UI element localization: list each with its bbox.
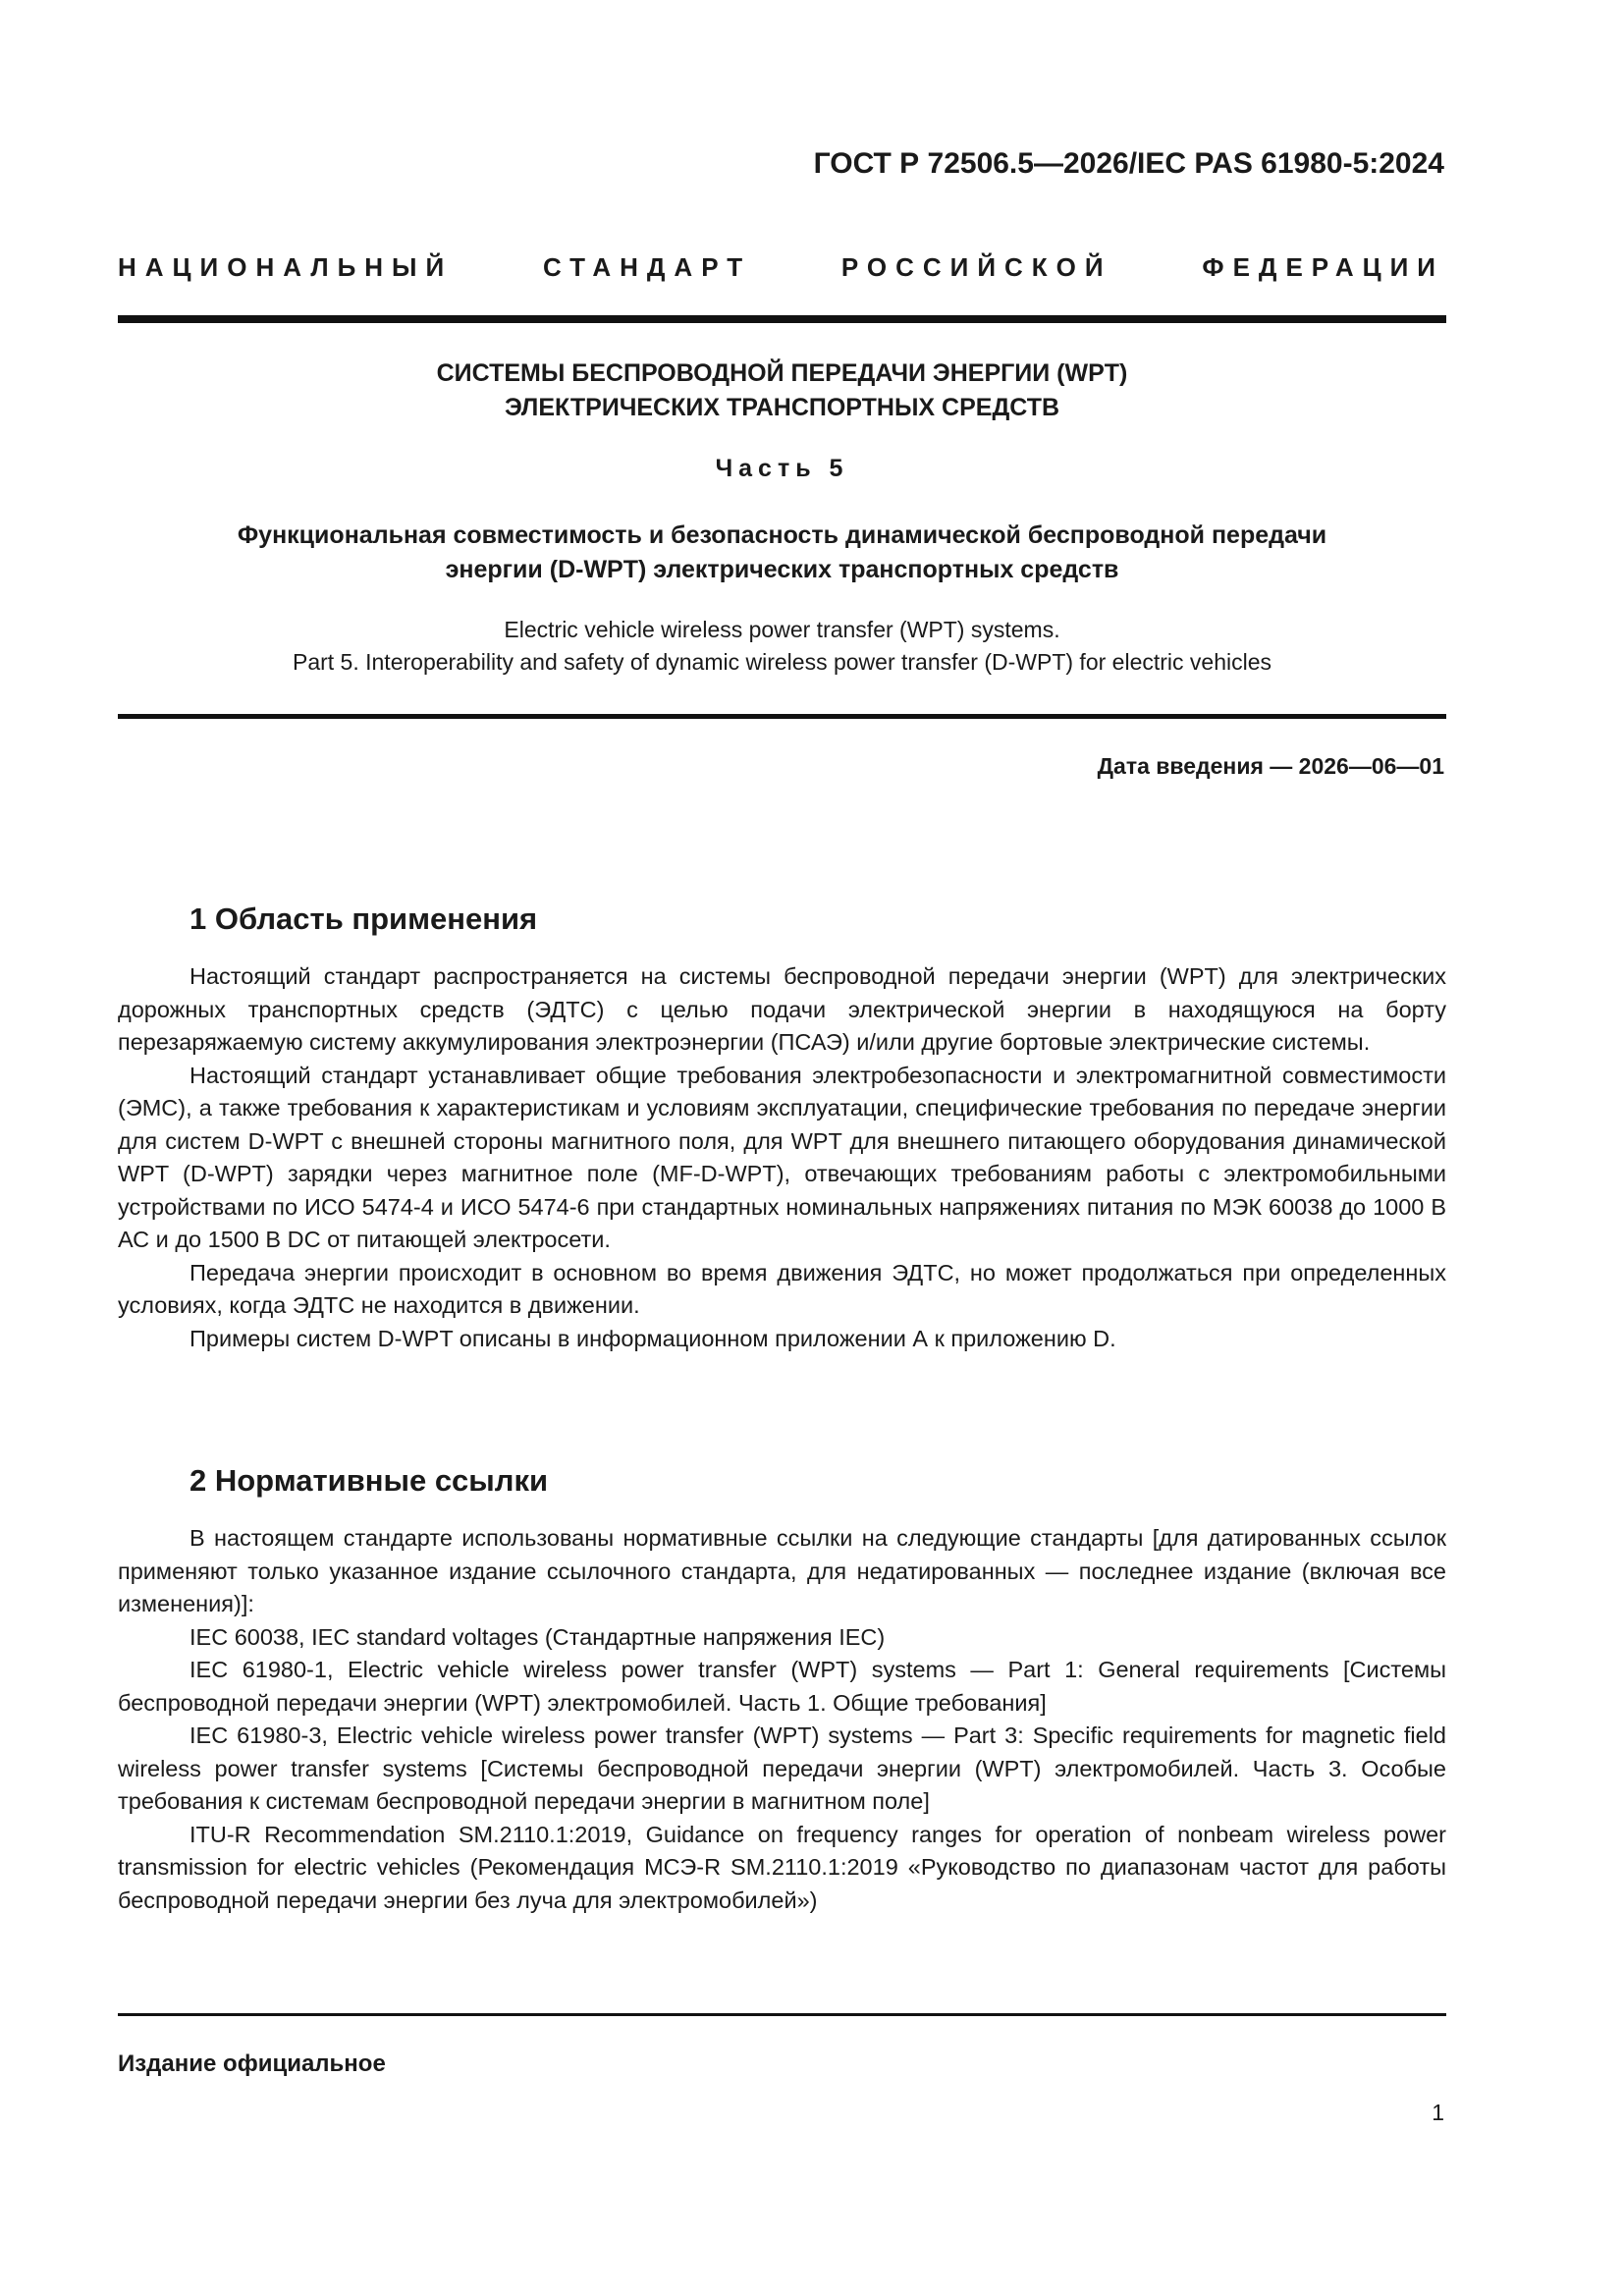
section1-body — [118, 960, 1446, 1355]
section2-heading: 2 Нормативные ссылки — [189, 1463, 549, 1498]
standard-number: ГОСТ Р 72506.5—2026/IEC PAS 61980-5:2024 — [813, 147, 1444, 180]
title-en-line2: Part 5. Interoperability and safety of dynamic wireless power transfer (D-WPT) for electric vehicles — [292, 649, 1272, 675]
title-en — [118, 614, 1446, 679]
section1-paragraph: Настоящий стандарт устанавливает общие требования электробезопасности и электромагнитной совместимости (ЭМС), а также требования к характеристикам и условиям эксплуатации, специфические требования по передаче энергии для систем D-WPT с внешней стороны магнитного поля, для WPT для внешнего питающего оборудования динамической WPT (D-WPT) зарядки через магнитное поле (MF-D-WPT), отвечающих требованиям работы с электромобильными устройствами по ИСО 5474-4 и ИСО 5474-6 при стандартных номинальных напряжениях питания по МЭК 60038 до 1000 В АС и до 1500 В DC от питающей электросети. — [118, 1062, 1446, 1252]
header-rule — [118, 315, 1446, 323]
part-label: Часть 5 — [715, 455, 849, 482]
title-ru-line2: ЭЛЕКТРИЧЕСКИХ ТРАНСПОРТНЫХ СРЕДСТВ — [504, 394, 1060, 421]
official-edition-label: Издание официальное — [118, 2050, 386, 2077]
title-en-line1: Electric vehicle wireless power transfer (WPT) systems. — [504, 617, 1060, 642]
national-standard-banner: НАЦИОНАЛЬНЫЙ СТАНДАРТ РОССИЙСКОЙ ФЕДЕРАЦИИ — [118, 252, 1444, 282]
title-ru — [118, 356, 1446, 425]
section1-paragraph: Настоящий стандарт распространяется на системы беспроводной передачи энергии (WPT) для электрических дорожных транспортных средств (ЭДТС) с целью подачи электрической энергии в находящуюся на борту перезаряжаемую систему аккумулирования электроэнергии (ПСАЭ) и/или другие бортовые электрические системы. — [118, 963, 1446, 1055]
title-ru-line1: СИСТЕМЫ БЕСПРОВОДНОЙ ПЕРЕДАЧИ ЭНЕРГИИ (WPT) — [436, 359, 1128, 387]
title-rule — [118, 714, 1446, 719]
section2-body — [118, 1522, 1446, 1917]
date-of-introduction: Дата введения — 2026—06—01 — [1097, 753, 1444, 779]
reference-item: IEC 60038, IEC standard voltages (Стандартные напряжения IEC) — [189, 1623, 886, 1650]
subtitle-ru-line1: Функциональная совместимость и безопасность динамической беспроводной передачи — [237, 521, 1327, 549]
subtitle-ru — [118, 519, 1446, 587]
section1-heading: 1 Область применения — [189, 902, 538, 936]
section1-paragraph: Примеры систем D-WPT описаны в информационном приложении А к приложению D. — [189, 1325, 1116, 1351]
page-number: 1 — [1432, 2100, 1444, 2125]
section2-paragraph: В настоящем стандарте использованы нормативные ссылки на следующие стандарты [для датированных ссылок применяют только указанное издание ссылочного стандарта, для недатированных — последнее издание (включая все изменения)]: — [118, 1525, 1446, 1616]
footer-rule — [118, 2013, 1446, 2016]
reference-item: ITU-R Recommendation SM.2110.1:2019, Guidance on frequency ranges for operation of nonbeam wireless power transmission for electric vehicles (Рекомендация МСЭ-R SM.2110.1:2019 «Руководство по диапазонам частот для работы беспроводной передачи энергии без луча для электромобилей») — [118, 1821, 1446, 1913]
reference-item: IEC 61980-1, Electric vehicle wireless power transfer (WPT) systems — Part 1: General requirements [Системы беспроводной передачи энергии (WPT) электромобилей. Часть 1. Общие требования] — [118, 1657, 1446, 1716]
subtitle-ru-line2: энергии (D-WPT) электрических транспортных средств — [445, 556, 1119, 583]
section1-paragraph: Передача энергии происходит в основном во время движения ЭДТС, но может продолжаться при определенных условиях, когда ЭДТС не находится в движении. — [118, 1259, 1446, 1318]
reference-item: IEC 61980-3, Electric vehicle wireless power transfer (WPT) systems — Part 3: Specific requirements for magnetic field wireless power transfer systems [Системы беспроводной передачи энергии (WPT) электромобилей. Часть 3. Особые требования к системам беспроводной передачи энергии в магнитном поле] — [118, 1722, 1446, 1814]
